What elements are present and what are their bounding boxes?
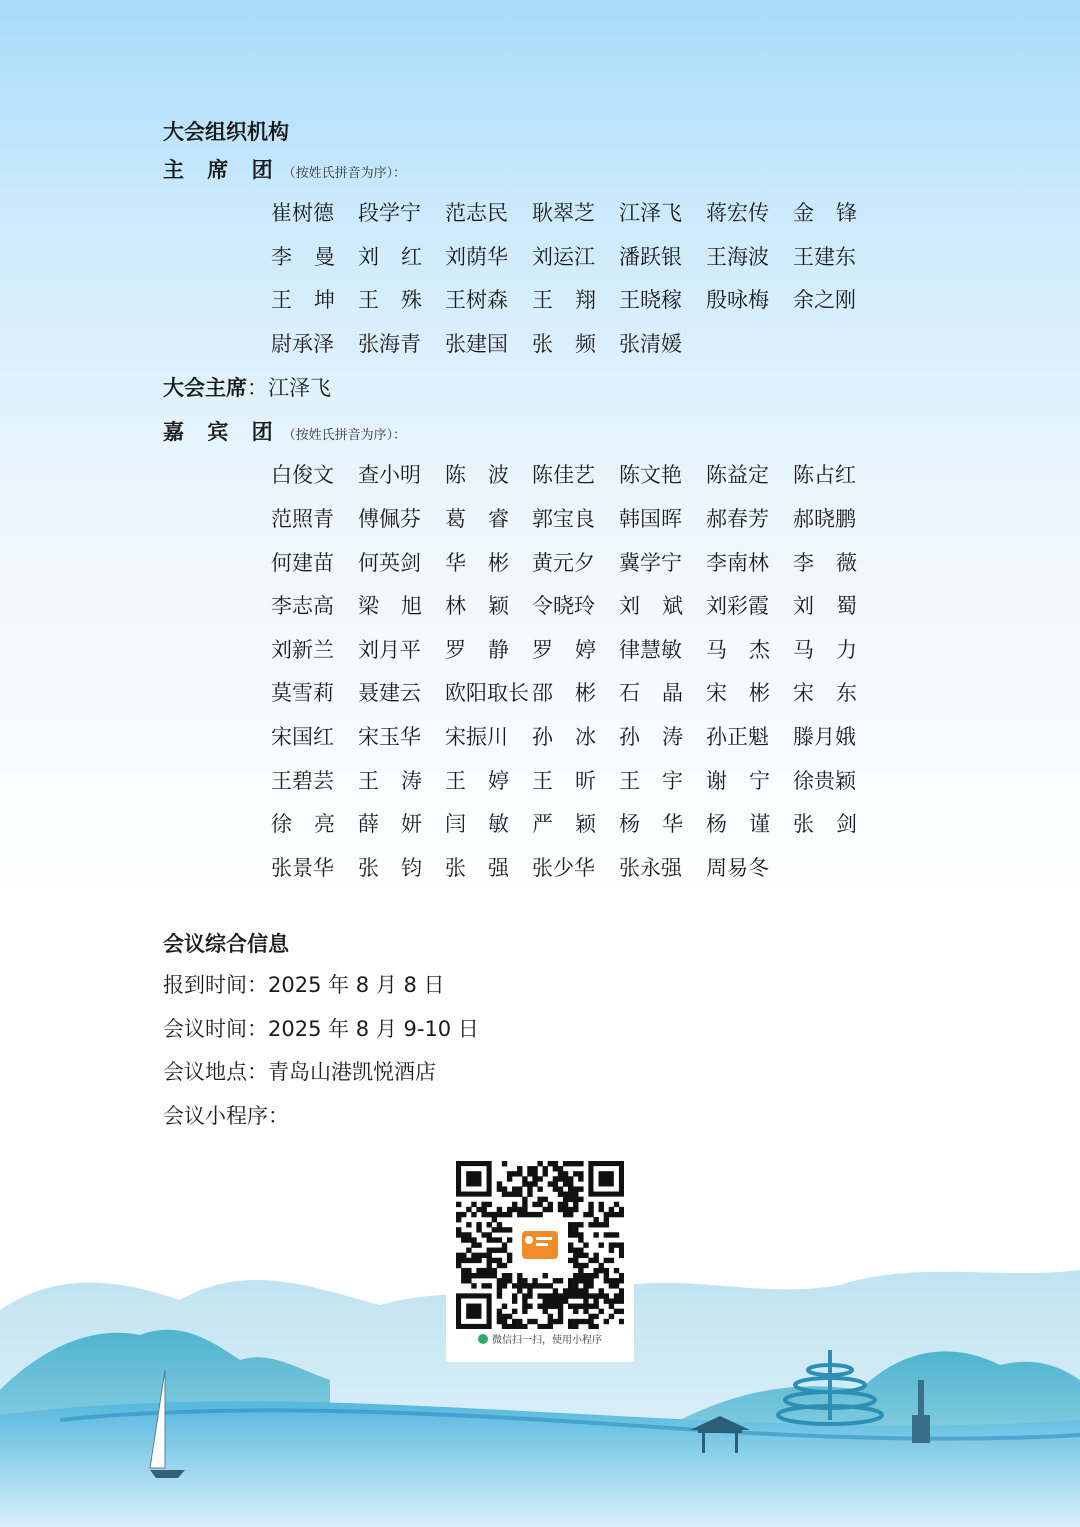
- info-row-meeting-time: 会议时间：2025 年 8 月 9-10 日: [163, 1016, 479, 1041]
- presidium-note: （按姓氏拼音为序）：: [282, 166, 407, 181]
- wechat-icon: [478, 1334, 488, 1344]
- guests-label: 嘉 宾 团: [163, 420, 281, 445]
- presidium-name: 王 翔: [532, 288, 596, 313]
- presidium-name: 金 锋: [793, 201, 857, 225]
- guest-name: 罗 静: [445, 637, 509, 662]
- guest-name: 张永强: [619, 855, 682, 880]
- chair-name: 江泽飞: [268, 376, 331, 401]
- info-row-mini-program: 会议小程序：: [163, 1103, 289, 1128]
- presidium-name: 崔树德: [271, 201, 334, 225]
- mini-program-qr-card[interactable]: [446, 1155, 634, 1362]
- presidium-name: 刘运江: [532, 244, 595, 269]
- guest-name: 陈 波: [445, 463, 509, 488]
- guest-name: 宋玉华: [358, 724, 421, 749]
- guest-name: 马 杰: [706, 637, 770, 662]
- guest-name: 孙 冰: [532, 724, 596, 749]
- guest-name: 严 颖: [532, 812, 596, 837]
- guest-name: 陈文艳: [619, 463, 682, 488]
- guest-name: 张 强: [445, 855, 509, 880]
- guest-name: 谢 宁: [706, 768, 770, 793]
- presidium-name: 范志民: [445, 201, 508, 225]
- guest-name: 王碧芸: [271, 768, 334, 793]
- main-content: [163, 116, 923, 1138]
- guest-name: 令晓玲: [532, 594, 595, 619]
- guest-name: 查小明: [358, 463, 421, 488]
- presidium-name: 殷咏梅: [706, 288, 769, 313]
- info-row-checkin: 报到时间：2025 年 8 月 8 日: [163, 973, 445, 998]
- guest-name: 滕月娥: [793, 724, 856, 749]
- guest-name: 王 婷: [445, 768, 509, 793]
- guest-name: 陈益定: [706, 463, 769, 488]
- guests-note: （按姓氏拼音为序）：: [282, 428, 407, 444]
- guest-name: 聂建云: [358, 681, 421, 706]
- guest-name: 王 宇: [619, 768, 683, 793]
- guest-name: 郭宝良: [532, 506, 595, 531]
- guest-name: 葛 睿: [445, 506, 509, 531]
- guest-name: 王 昕: [532, 768, 596, 793]
- presidium-name: 江泽飞: [619, 201, 682, 225]
- guest-name: 何建苗: [271, 550, 334, 575]
- guest-name: 陈占红: [793, 463, 856, 488]
- guest-name: 罗 婷: [532, 637, 596, 662]
- presidium-name: 王 坤: [271, 288, 335, 313]
- guest-name: 白俊文: [271, 463, 334, 488]
- guest-name: 闫 敏: [445, 812, 509, 837]
- guest-name: 华 彬: [445, 550, 509, 575]
- guest-name: 宋 东: [793, 681, 857, 706]
- guest-name: 梁 旭: [358, 594, 422, 619]
- guest-name: 何英剑: [358, 550, 421, 575]
- presidium-name: 王晓稼: [619, 288, 682, 313]
- guest-name: 刘新兰: [271, 637, 334, 662]
- guest-name: 李 薇: [793, 550, 857, 575]
- chair-row: [163, 366, 923, 410]
- guest-name: 周易冬: [706, 855, 769, 880]
- guest-name: 张景华: [271, 855, 334, 880]
- guest-name: 张 剑: [793, 812, 857, 837]
- guest-name: 冀学宁: [619, 550, 682, 575]
- presidium-name: 刘 红: [358, 244, 422, 269]
- guest-name: 徐 亮: [271, 812, 335, 837]
- guest-name: 张少华: [532, 855, 595, 880]
- guest-name: 王 涛: [358, 768, 422, 793]
- guests-heading: [163, 410, 923, 454]
- guest-name: 徐贵颖: [793, 768, 856, 793]
- chair-label: 大会主席: [163, 376, 247, 401]
- guest-name: 李志高: [271, 594, 334, 619]
- guest-name: 宋振川: [445, 724, 508, 749]
- presidium-name: 王海波: [706, 244, 769, 269]
- presidium-name: 潘跃银: [619, 244, 682, 269]
- guest-name: 邵 彬: [532, 681, 596, 706]
- presidium-name: 王 殊: [358, 288, 422, 313]
- guest-name: 刘 斌: [619, 594, 683, 619]
- guest-name: 杨 谨: [706, 812, 770, 837]
- presidium-name: 余之刚: [793, 288, 856, 313]
- guest-name: 李南林: [706, 550, 769, 575]
- presidium-name: 尉承泽: [271, 331, 334, 356]
- guest-name: 杨 华: [619, 812, 683, 837]
- info-row-venue: 会议地点：青岛山港凯悦酒店: [163, 1060, 436, 1085]
- guest-name: 郝春芳: [706, 506, 769, 531]
- guest-name: 刘 蜀: [793, 594, 857, 619]
- info-section-title: 会议综合信息: [163, 932, 289, 957]
- guest-name: 黄元夕: [532, 550, 595, 575]
- guest-name: 刘彩霞: [706, 594, 769, 619]
- presidium-name: 刘荫华: [445, 244, 508, 269]
- presidium-name: 王树森: [445, 288, 508, 313]
- guest-name: 范照青: [271, 506, 334, 531]
- presidium-name: 张海青: [358, 331, 421, 356]
- presidium-name: 蒋宏传: [706, 201, 769, 225]
- guest-name: 孙正魁: [706, 724, 769, 749]
- guests-name-list: [271, 454, 923, 890]
- presidium-name: 张建国: [445, 331, 508, 356]
- presidium-name: 李 曼: [271, 244, 335, 269]
- guest-name: 孙 涛: [619, 724, 683, 749]
- presidium-label: 主 席 团: [163, 158, 281, 182]
- guest-name: 韩国晖: [619, 506, 682, 531]
- guest-name: 刘月平: [358, 637, 421, 662]
- org-section-title: 大会组织机构: [163, 120, 289, 144]
- guest-name: 马 力: [793, 637, 857, 662]
- guest-name: 宋国红: [271, 724, 334, 749]
- guest-name: 律慧敏: [619, 637, 682, 662]
- presidium-name: 王建东: [793, 244, 856, 269]
- guest-name: 石 晶: [619, 681, 683, 706]
- guest-name: 郝晓鹏: [793, 506, 856, 531]
- presidium-name: 张 频: [532, 331, 596, 356]
- presidium-heading: [163, 148, 923, 192]
- presidium-name: 段学宁: [358, 201, 421, 225]
- guest-name: 莫雪莉: [271, 681, 334, 706]
- guest-name: 张 钧: [358, 855, 422, 880]
- guest-name: 傅佩芬: [358, 506, 421, 531]
- guest-name: 薛 妍: [358, 812, 422, 837]
- presidium-name: 耿翠芝: [532, 201, 595, 225]
- guest-name: 陈佳艺: [532, 463, 595, 488]
- mini-program-qr-code[interactable]: [456, 1161, 624, 1329]
- guest-name: 欧阳取长: [445, 681, 529, 706]
- presidium-name: 张清媛: [619, 331, 682, 356]
- guest-name: 林 颖: [445, 594, 509, 619]
- info-list: [163, 964, 923, 1138]
- qr-caption: 微信扫一扫，使用小程序: [446, 1331, 634, 1346]
- chair-colon: ：: [247, 376, 268, 401]
- presidium-name-list: [271, 192, 923, 366]
- guest-name: 宋 彬: [706, 681, 770, 706]
